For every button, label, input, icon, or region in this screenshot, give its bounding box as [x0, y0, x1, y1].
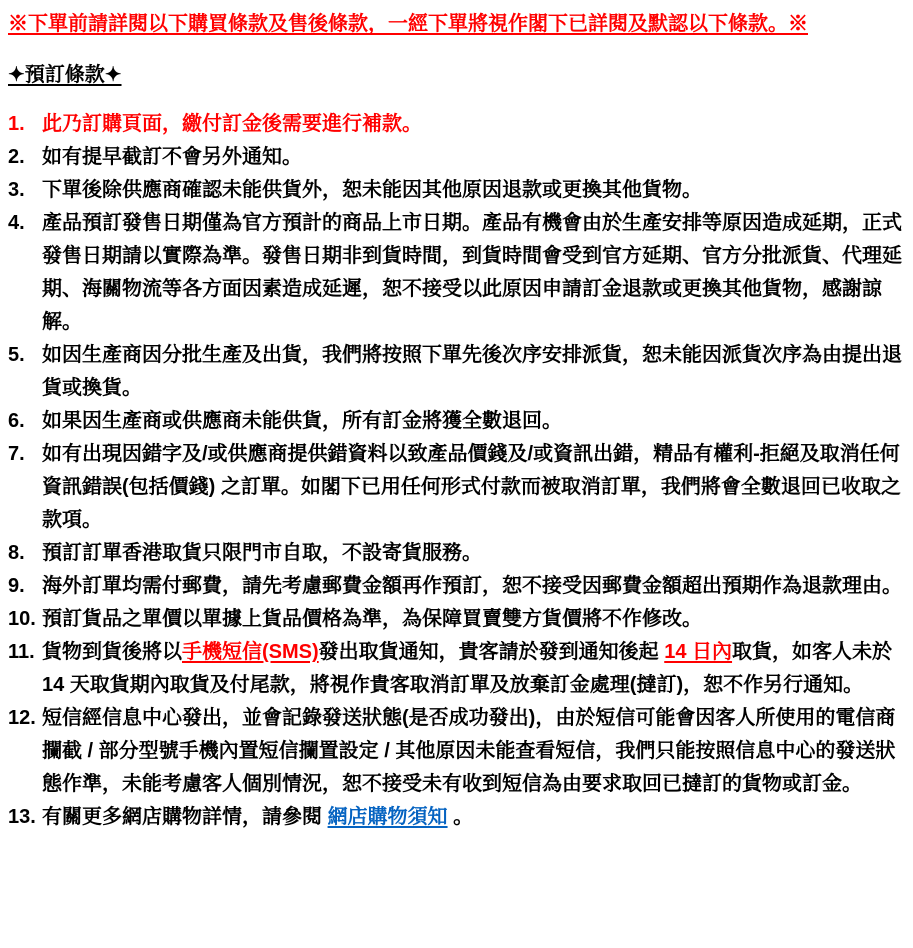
term-text	[42, 339, 903, 405]
term-item-8	[8, 537, 903, 570]
term-text	[42, 702, 903, 801]
term-text-segment: 如有出現因錯字及/或供應商提供錯資料以致產品價錢及/或資訊出錯，精品有權利-拒絕及取消任何資訊錯誤(包括價錢) 之訂單。如閣下已用任何形式付款而被取消訂單，我們將會全數退回已收取之款項。	[42, 443, 901, 531]
term-number: 6.	[8, 410, 25, 432]
term-text-segment: 貨物到貨後將以	[42, 641, 182, 663]
term-text-segment: 有關更多網店購物詳情，請參閱	[42, 806, 328, 828]
term-text	[42, 636, 903, 702]
term-text-segment: 海外訂單均需付郵費，請先考慮郵費金額再作預訂，恕不接受因郵費金額超出預期作為退款理由。	[42, 575, 902, 597]
term-text-highlight: 14 日內	[664, 641, 733, 663]
term-item-6	[8, 405, 903, 438]
term-text-segment: 下單後除供應商確認未能供貨外，恕未能因其他原因退款或更換其他貨物。	[42, 179, 702, 201]
term-item-13	[8, 801, 903, 834]
term-item-11	[8, 636, 903, 702]
preorder-terms-section-title: ✦預訂條款✦	[8, 64, 122, 86]
term-text	[42, 537, 903, 570]
term-number: 3.	[8, 179, 25, 201]
term-text	[42, 405, 903, 438]
term-text-segment: 預訂貨品之單價以單據上貨品價格為準，為保障買賣雙方貨價將不作修改。	[42, 608, 702, 630]
term-item-10	[8, 603, 903, 636]
term-item-12	[8, 702, 903, 801]
store-shopping-notice-link[interactable]: 網店購物須知	[327, 806, 448, 828]
term-text-highlight: 此乃訂購頁面，繳付訂金後需要進行補款。	[42, 113, 422, 135]
term-text-segment: 。	[447, 806, 474, 828]
term-item-7	[8, 438, 903, 537]
term-number: 1.	[8, 113, 25, 135]
terms-warning-header: ※下單前請詳閱以下購買條款及售後條款，一經下單將視作閣下已詳閱及默認以下條款。※	[8, 13, 808, 35]
term-number: 5.	[8, 344, 25, 366]
term-text	[42, 207, 903, 339]
term-text-segment: 短信經信息中心發出，並會記錄發送狀態(是否成功發出)，由於短信可能會因客人所使用的電信商攔截 / 部分型號手機內置短信攔置設定 / 其他原因未能查看短信，我們只能按照信息中心的發送狀態作準，未能考慮客人個別情況，恕不接受未有收到短信為由要求取回已撻訂的貨物或訂金。	[42, 707, 896, 795]
term-text	[42, 603, 903, 636]
term-text	[42, 174, 903, 207]
term-item-2	[8, 141, 903, 174]
term-text	[42, 801, 903, 834]
term-text	[42, 570, 903, 603]
term-number: 2.	[8, 146, 25, 168]
term-number: 12.	[8, 707, 36, 729]
term-text	[42, 438, 903, 537]
term-number: 7.	[8, 443, 25, 465]
term-item-3	[8, 174, 903, 207]
term-text-segment: 如因生產商因分批生產及出貨，我們將按照下單先後次序安排派貨，恕未能因派貨次序為由提出退貨或換貨。	[42, 344, 902, 399]
term-text-segment: 如有提早截訂不會另外通知。	[42, 146, 302, 168]
term-item-5	[8, 339, 903, 405]
term-text-segment: 取貨，如客人未於 14 天取貨期內取貨及付尾款，將視作貴客取消訂單及放棄訂金處理(撻訂)，恕不作另行通知。	[42, 641, 893, 696]
term-item-4	[8, 207, 903, 339]
term-text-highlight: 手機短信(SMS)	[182, 641, 319, 663]
term-number: 4.	[8, 212, 25, 234]
term-number: 13.	[8, 806, 36, 828]
term-item-9	[8, 570, 903, 603]
term-text-segment: 產品預訂發售日期僅為官方預計的商品上市日期。產品有機會由於生產安排等原因造成延期，正式發售日期請以實際為準。發售日期非到貨時間，到貨時間會受到官方延期、官方分批派貨、代理延期、海關物流等各方面因素造成延遲，恕不接受以此原因申請訂金退款或更換其他貨物，感謝諒解。	[42, 212, 902, 333]
term-number: 9.	[8, 575, 25, 597]
term-text	[42, 141, 903, 174]
term-text-segment: 如果因生產商或供應商未能供貨，所有訂金將獲全數退回。	[42, 410, 562, 432]
term-item-1	[8, 108, 903, 141]
term-number: 10.	[8, 608, 36, 630]
term-text-segment: 發出取貨通知，貴客請於發到通知後起	[318, 641, 665, 663]
term-text	[42, 108, 903, 141]
term-text-segment: 預訂訂單香港取貨只限門市自取，不設寄貨服務。	[42, 542, 482, 564]
term-number: 11.	[8, 641, 35, 663]
term-number: 8.	[8, 542, 25, 564]
terms-list	[8, 108, 903, 834]
